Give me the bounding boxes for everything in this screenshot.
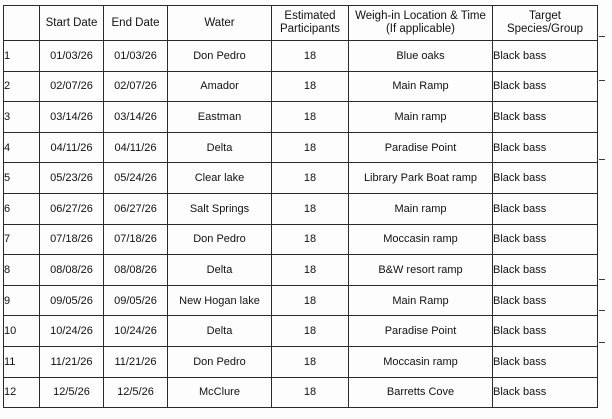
start-date: 02/07/26	[40, 71, 104, 102]
end-date: 11/21/26	[104, 346, 168, 377]
header-species: Target Species/Group	[493, 6, 598, 41]
location: Barretts Cove	[349, 377, 493, 408]
start-date: 03/14/26	[40, 102, 104, 133]
row-number: 8	[4, 255, 40, 286]
species: Black bass	[493, 41, 598, 72]
header-location: Weigh-in Location & Time (If applicable)	[349, 6, 493, 41]
table-row	[4, 71, 598, 102]
species: Black bass	[493, 224, 598, 255]
water: McClure	[168, 377, 272, 408]
end-date: 06/27/26	[104, 193, 168, 224]
start-date: 10/24/26	[40, 316, 104, 347]
water: Don Pedro	[168, 346, 272, 377]
end-date: 09/05/26	[104, 285, 168, 316]
location: Blue oaks	[349, 41, 493, 72]
margin-tick-mark	[599, 342, 605, 343]
water: Delta	[168, 316, 272, 347]
start-date: 07/18/26	[40, 224, 104, 255]
end-date: 10/24/26	[104, 316, 168, 347]
water: Delta	[168, 132, 272, 163]
end-date: 04/11/26	[104, 132, 168, 163]
header-water: Water	[168, 6, 272, 41]
row-number: 4	[4, 132, 40, 163]
species: Black bass	[493, 316, 598, 347]
tournament-schedule-table	[3, 5, 598, 408]
header-row	[4, 6, 598, 41]
table-row	[4, 102, 598, 133]
table-row	[4, 224, 598, 255]
table-row	[4, 193, 598, 224]
location: Main ramp	[349, 193, 493, 224]
table-row	[4, 163, 598, 194]
row-number: 9	[4, 285, 40, 316]
participants: 18	[272, 132, 349, 163]
end-date: 07/18/26	[104, 224, 168, 255]
participants: 18	[272, 316, 349, 347]
location: Library Park Boat ramp	[349, 163, 493, 194]
water: Amador	[168, 71, 272, 102]
participants: 18	[272, 41, 349, 72]
start-date: 12/5/26	[40, 377, 104, 408]
row-number: 1	[4, 41, 40, 72]
species: Black bass	[493, 346, 598, 377]
start-date: 05/23/26	[40, 163, 104, 194]
margin-tick-mark	[599, 279, 605, 280]
participants: 18	[272, 102, 349, 133]
participants: 18	[272, 377, 349, 408]
location: Moccasin ramp	[349, 346, 493, 377]
margin-tick-mark	[599, 80, 605, 81]
participants: 18	[272, 255, 349, 286]
participants: 18	[272, 163, 349, 194]
end-date: 03/14/26	[104, 102, 168, 133]
species: Black bass	[493, 102, 598, 133]
species: Black bass	[493, 255, 598, 286]
start-date: 09/05/26	[40, 285, 104, 316]
table-row	[4, 132, 598, 163]
water: Eastman	[168, 102, 272, 133]
participants: 18	[272, 346, 349, 377]
end-date: 02/07/26	[104, 71, 168, 102]
table-row	[4, 285, 598, 316]
participants: 18	[272, 224, 349, 255]
species: Black bass	[493, 163, 598, 194]
margin-tick-mark	[599, 159, 605, 160]
row-number: 5	[4, 163, 40, 194]
location: Moccasin ramp	[349, 224, 493, 255]
start-date: 04/11/26	[40, 132, 104, 163]
row-number: 2	[4, 71, 40, 102]
header-start-date: Start Date	[40, 6, 104, 41]
location: Main Ramp	[349, 71, 493, 102]
end-date: 08/08/26	[104, 255, 168, 286]
end-date: 05/24/26	[104, 163, 168, 194]
species: Black bass	[493, 377, 598, 408]
location: Main Ramp	[349, 285, 493, 316]
water: Clear lake	[168, 163, 272, 194]
species: Black bass	[493, 71, 598, 102]
participants: 18	[272, 71, 349, 102]
start-date: 11/21/26	[40, 346, 104, 377]
start-date: 08/08/26	[40, 255, 104, 286]
water: New Hogan lake	[168, 285, 272, 316]
table-row	[4, 377, 598, 408]
end-date: 01/03/26	[104, 41, 168, 72]
row-number: 3	[4, 102, 40, 133]
margin-tick-mark	[599, 36, 605, 37]
start-date: 01/03/26	[40, 41, 104, 72]
start-date: 06/27/26	[40, 193, 104, 224]
row-number: 10	[4, 316, 40, 347]
location: B&W resort ramp	[349, 255, 493, 286]
species: Black bass	[493, 285, 598, 316]
header-participants: Estimated Participants	[272, 6, 349, 41]
end-date: 12/5/26	[104, 377, 168, 408]
table-row	[4, 41, 598, 72]
species: Black bass	[493, 193, 598, 224]
location: Paradise Point	[349, 316, 493, 347]
water: Delta	[168, 255, 272, 286]
row-number: 6	[4, 193, 40, 224]
water: Don Pedro	[168, 41, 272, 72]
header-end-date: End Date	[104, 6, 168, 41]
location: Main ramp	[349, 102, 493, 133]
participants: 18	[272, 285, 349, 316]
water: Don Pedro	[168, 224, 272, 255]
table-row	[4, 316, 598, 347]
row-number: 12	[4, 377, 40, 408]
species: Black bass	[493, 132, 598, 163]
table-row	[4, 346, 598, 377]
row-number: 11	[4, 346, 40, 377]
row-number: 7	[4, 224, 40, 255]
participants: 18	[272, 193, 349, 224]
water: Salt Springs	[168, 193, 272, 224]
margin-tick-mark	[599, 310, 605, 311]
location: Paradise Point	[349, 132, 493, 163]
header-number	[4, 6, 40, 41]
table-row	[4, 255, 598, 286]
